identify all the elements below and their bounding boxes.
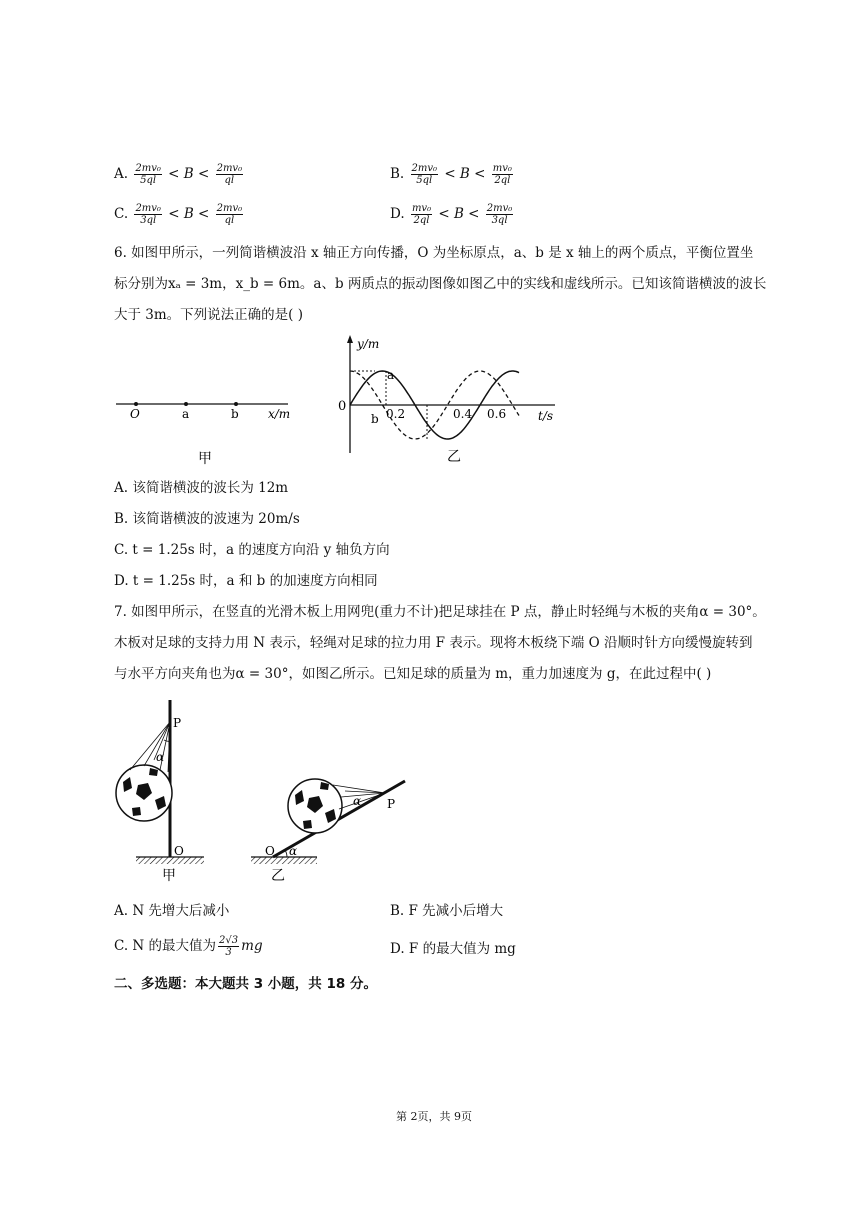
tick-0.4: 0.4 — [453, 407, 473, 421]
q7-stem-line-1: 7. 如图甲所示，在竖直的光滑木板上用网兜(重力不计)把足球挂在 P 点，静止时轻绳与木板的夹角α = 30°。 — [114, 604, 766, 620]
q7-stem-line-3: 与水平方向夹角也为α = 30°，如图乙所示。已知足球的质量为 m，重力加速度为 g，在此过程中( ) — [114, 666, 712, 682]
q7-option-b: B. F 先减小后增大 — [390, 903, 504, 919]
point-b-label: b — [231, 407, 239, 421]
angle-alpha-label: α — [156, 750, 165, 764]
t-axis-label: t/s — [538, 409, 554, 423]
curve-a-label: a — [387, 368, 395, 382]
fraction: $\frac{\text{2mv₀}}{3ql}$ — [135, 203, 161, 226]
point-a-label: a — [182, 407, 190, 421]
q5-option-c: C. $\frac{\text{2mv₀}}{3ql}$ < B < $\frac{\text{2mv₀}}{ql}$ — [114, 203, 243, 226]
q6-stem-line-1: 6. 如图甲所示，一列简谐横波沿 x 轴正方向传播，O 为坐标原点，a、b 是 x 轴上的两个质点，平衡位置坐 — [114, 245, 754, 261]
q5-option-b: B. $\frac{\text{2mv₀}}{5ql}$ < B < $\frac{\text{mv₀}}{2ql}$ — [390, 163, 512, 186]
q6-stem-line-3: 大于 3m。下列说法正确的是( ) — [114, 307, 304, 323]
q6-option-c: C. t = 1.25s 时，a 的速度方向沿 y 轴负方向 — [114, 542, 390, 558]
y-axis-label: y/m — [357, 337, 380, 351]
point-p-label: P — [387, 797, 396, 811]
angle-alpha-label: α — [353, 794, 362, 808]
fraction: $\frac{\text{mv₀}}{2ql}$ — [492, 163, 512, 186]
figure-caption: 甲 — [162, 868, 176, 884]
point-p-label: P — [173, 716, 182, 730]
fraction: $\frac{\text{mv₀}}{2ql}$ — [411, 203, 432, 226]
q7-stem-line-2: 木板对足球的支持力用 N 表示，轻绳对足球的拉力用 F 表示。现将木板绕下端 O 沿顺时针方向缓慢旋转到 — [114, 635, 753, 651]
fraction: $\frac{\text{2mv₀}}{3ql}$ — [486, 203, 513, 226]
q6-option-a: A. 该简谐横波的波长为 12m — [114, 480, 289, 496]
fraction: $\frac{\text{2mv₀}}{ql}$ — [216, 203, 243, 226]
curve-b-label: b — [371, 412, 379, 426]
q5-option-a: A. $\frac{\text{2mv₀}}{5ql}$ < B < $\frac{\text{2mv₀}}{ql}$ — [114, 163, 243, 186]
q6-option-d: D. t = 1.25s 时，a 和 b 的加速度方向相同 — [114, 573, 378, 589]
q7-figure-jia — [110, 700, 220, 885]
section-heading: 二、多选题：本大题共 3 小题，共 18 分。 — [114, 976, 377, 992]
fraction: $\frac{2√3}{3}$ — [219, 935, 239, 958]
figure-caption: 甲 — [198, 451, 212, 467]
incline-alpha-label: α — [289, 844, 298, 858]
figure-caption: 乙 — [271, 868, 285, 884]
figure-caption: 乙 — [447, 449, 461, 465]
origin-label: 0 — [338, 399, 347, 414]
q6-option-b: B. 该简谐横波的波速为 20m/s — [114, 511, 300, 527]
page-footer: 第 2页，共 9页 — [396, 1110, 472, 1123]
point-o-label: O — [265, 844, 275, 858]
q6-figure-yi — [335, 333, 565, 468]
x-axis-label: x/m — [268, 407, 291, 421]
tick-0.6: 0.6 — [487, 407, 507, 421]
fraction: $\frac{\text{2mv₀}}{ql}$ — [216, 163, 243, 186]
q7-option-c: C. N 的最大值为 $\frac{2√3}{3}$ mg — [114, 935, 263, 958]
fraction: $\frac{\text{2mv₀}}{5ql}$ — [135, 163, 161, 186]
q7-option-d: D. F 的最大值为 mg — [390, 941, 516, 957]
tick-0.2: 0.2 — [386, 407, 406, 421]
q7-figure-yi — [245, 765, 415, 885]
origin-label: O — [130, 407, 140, 421]
q7-option-a: A. N 先增大后减小 — [114, 903, 230, 919]
q5-option-d: D. $\frac{\text{mv₀}}{2ql}$ < B < $\frac{\text{2mv₀}}{3ql}$ — [390, 203, 513, 226]
point-o-label: O — [174, 844, 184, 858]
fraction: $\frac{\text{2mv₀}}{5ql}$ — [411, 163, 438, 186]
q6-stem-line-2: 标分别为xₐ = 3m，x_b = 6m。a、b 两质点的振动图像如图乙中的实线和虚线所示。已知该简谐横波的波长 — [114, 276, 767, 292]
q6-figure-jia — [110, 385, 300, 475]
